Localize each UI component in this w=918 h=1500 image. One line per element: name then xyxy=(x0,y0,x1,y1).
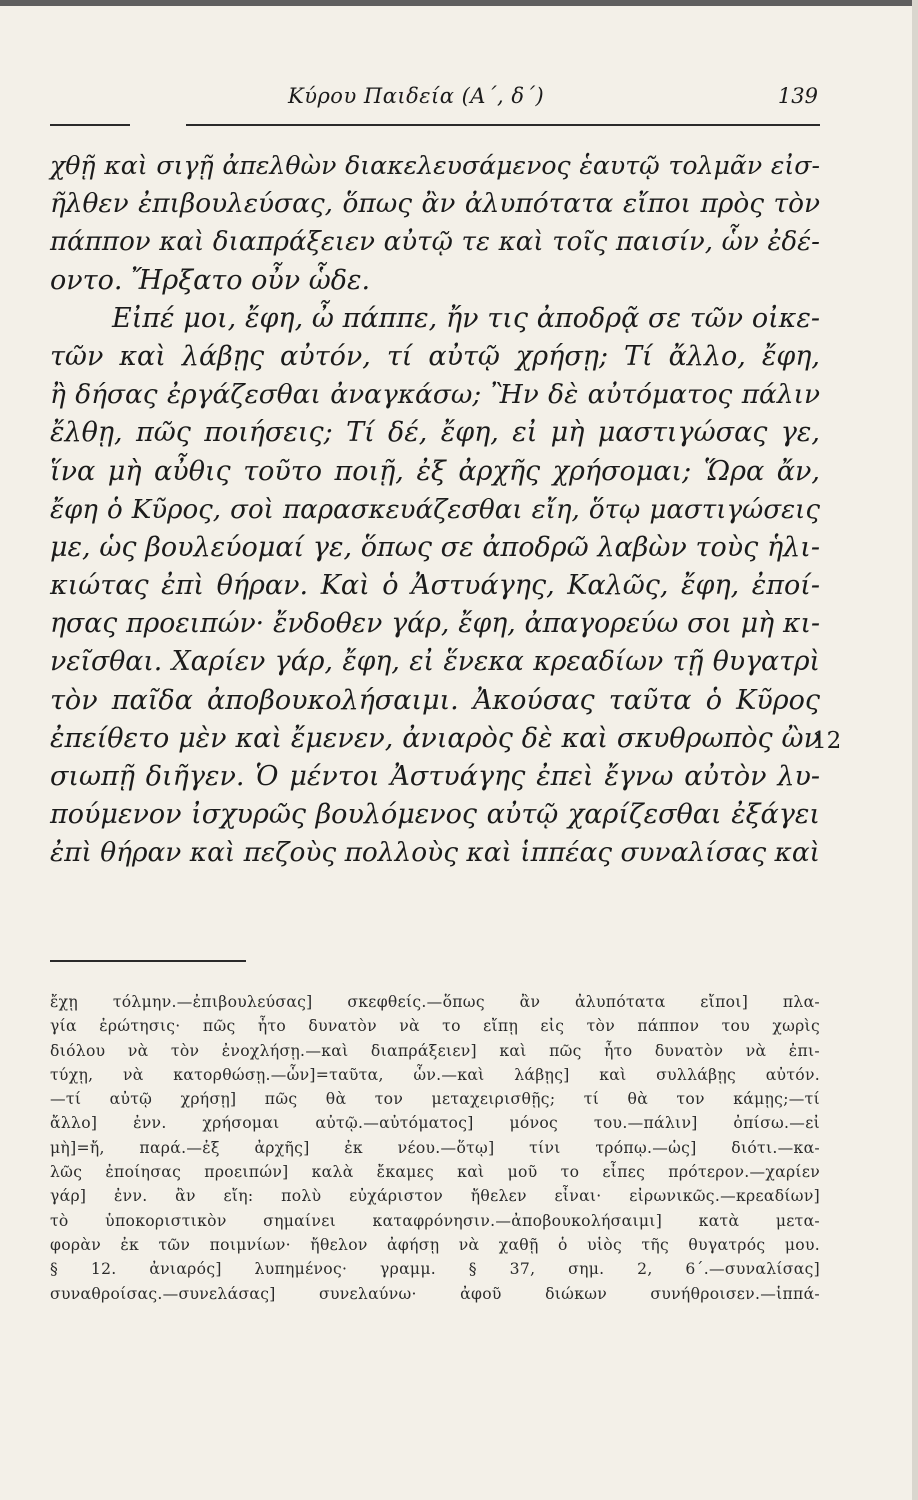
main-text-line: ἵνα μὴ αὖθις τοῦτο ποιῇ, ἐξ ἀρχῆς χρήσομαι; Ὥρα ἄν, xyxy=(50,455,820,487)
footnote-rule xyxy=(50,960,246,962)
main-text-line: κιώτας ἐπὶ θήραν. Καὶ ὁ Ἀστυάγης, Καλῶς, ἔφη, ἐποί- xyxy=(50,570,820,602)
main-text-line: τὸν παῖδα ἀποβουκολήσαιμι. Ἀκούσας ταῦτα ὁ Κῦρος xyxy=(50,684,820,716)
footnote-line: μὴ]=ἤ, παρά.—ἐξ ἀρχῆς] ἐκ νέου.—ὅτῳ] τίνι τρόπῳ.—ὡς] διότι.—κα- xyxy=(50,1138,820,1157)
main-text-line: νεῖσθαι. Χαρίεν γάρ, ἔφη, εἰ ἕνεκα κρεαδίων τῇ θυγατρὶ xyxy=(50,646,820,678)
header-rule-right xyxy=(186,124,820,126)
footnote-line: συναθροίσας.—συνελάσας] συνελαύνω· ἀφοῦ διώκων συνήθροισεν.—ἱππά- xyxy=(50,1284,820,1303)
header-rule-left xyxy=(50,124,130,126)
footnote-line: φορὰν ἐκ τῶν ποιμνίων· ἤθελον ἀφήσῃ νὰ χαθῇ ὁ υἱὸς τῆς θυγατρός μου. xyxy=(50,1235,820,1254)
footnote-line: § 12. ἀνιαρός] λυπημένος· γραμμ. § 37, σημ. 2, 6΄.—συναλίσας] xyxy=(50,1260,820,1279)
main-text-line: πούμενον ἰσχυρῶς βουλόμενος αὐτῷ χαρίζεσθαι ἐξάγει xyxy=(50,799,820,831)
running-title: Κύρου Παιδεία (Α΄, δ΄) xyxy=(288,84,545,108)
main-text-line: Εἰπέ μοι, ἔφη, ὦ πάππε, ἤν τις ἀποδρᾷ σε τῶν οἰκε- xyxy=(112,302,820,334)
footnote-line: γάρ] ἐνν. ἂν εἴη: πολὺ εὐχάριστον ἤθελεν εἶναι· εἰρωνικῶς.—κρεαδίων] xyxy=(50,1187,820,1206)
main-text xyxy=(50,147,820,873)
main-text-line: ἐπείθετο μὲν καὶ ἔμενεν, ἀνιαρὸς δὲ καὶ σκυθρωπὸς ὢν xyxy=(50,722,820,754)
footnotes xyxy=(50,990,820,1306)
main-text-line: ῆλθεν ἐπιβουλεύσας, ὅπως ἂν ἀλυπότατα εἴποι πρὸς τὸν xyxy=(50,188,820,220)
footnote-line: λῶς ἐποίησας προειπών] καλὰ ἔκαμες καὶ μοῦ το εἶπες πρότερον.—χαρίεν xyxy=(50,1163,820,1182)
main-text-line: πάππον καὶ διαπράξειεν αὐτῷ τε καὶ τοῖς παισίν, ὧν ἐδέ- xyxy=(50,227,820,258)
footnote-line: γία ἐρώτησις· πῶς ἦτο δυνατὸν νὰ το εἴπῃ εἰς τὸν πάππον του χωρὶς xyxy=(50,1017,820,1036)
footnote-line: ἄλλο] ἐνν. χρήσομαι αὐτῷ.—αὐτόματος] μόνος του.—πάλιν] ὀπίσω.—εἰ xyxy=(50,1114,820,1133)
footnote-line: τὸ ὑποκοριστικὸν σημαίνει καταφρόνησιν.—ἀποβουκολήσαιμι] κατὰ μετα- xyxy=(50,1211,820,1230)
main-text-line: ἔλθῃ, πῶς ποιήσεις; Τί δέ, ἔφη, εἰ μὴ μαστιγώσας γε, xyxy=(50,417,820,449)
page-header xyxy=(48,84,818,118)
page-side-edge xyxy=(912,0,918,1500)
main-text-line: ἔφη ὁ Κῦρος, σοὶ παρασκευάζεσθαι εἴη, ὅτῳ μαστιγώσεις xyxy=(50,494,820,525)
main-text-line: ησας προειπών· ἔνδοθεν γάρ, ἔφη, ἀπαγορεύω σοι μὴ κι- xyxy=(50,608,820,640)
page-top-edge xyxy=(0,0,918,6)
main-text-line: σιωπῇ διῆγεν. Ὁ μέντοι Ἀστυάγης ἐπεὶ ἔγνω αὐτὸν λυ- xyxy=(50,761,820,792)
main-text-line: χθῇ καὶ σιγῇ ἀπελθὼν διακελευσάμενος ἑαυτῷ τολμᾶν εἰσ- xyxy=(50,151,820,180)
footnote-line: τύχῃ, νὰ κατορθώσῃ.—ὧν]=ταῦτα, ὧν.—καὶ λάβῃς] καὶ συλλάβῃς αὐτόν. xyxy=(50,1065,820,1084)
main-text-line: ἢ δήσας ἐργάζεσθαι ἀναγκάσω; Ἢν δὲ αὐτόματος πάλιν xyxy=(50,379,820,411)
section-margin-number: 12 xyxy=(812,728,842,754)
main-text-line: ἐπὶ θήραν καὶ πεζοὺς πολλοὺς καὶ ἱππέας συναλίσας καὶ xyxy=(50,837,820,869)
main-text-line: οντο. Ἤρξατο οὖν ὧδε. xyxy=(50,264,371,296)
footnote-line: —τί αὐτῷ χρήσῃ] πῶς θὰ τον μεταχειρισθῇς; τί θὰ τον κάμῃς;—τί xyxy=(50,1090,820,1109)
main-text-line: με, ὡς βουλεύομαί γε, ὅπως σε ἀποδρῶ λαβὼν τοὺς ἡλι- xyxy=(50,531,820,563)
page-number: 139 xyxy=(777,84,818,108)
main-text-line: τῶν καὶ λάβῃς αὐτόν, τί αὐτῷ χρήσῃ; Τί ἄλλο, ἔφη, xyxy=(50,340,820,372)
footnote-line: ἔχῃ τόλμην.—ἐπιβουλεύσας] σκεφθείς.—ὅπως ἂν ἀλυπότατα εἴποι] πλα- xyxy=(50,993,820,1011)
footnote-line: διόλου νὰ τὸν ἐνοχλήσῃ.—καὶ διαπράξειεν] καὶ πῶς ἦτο δυνατὸν νὰ ἐπι- xyxy=(50,1041,820,1060)
